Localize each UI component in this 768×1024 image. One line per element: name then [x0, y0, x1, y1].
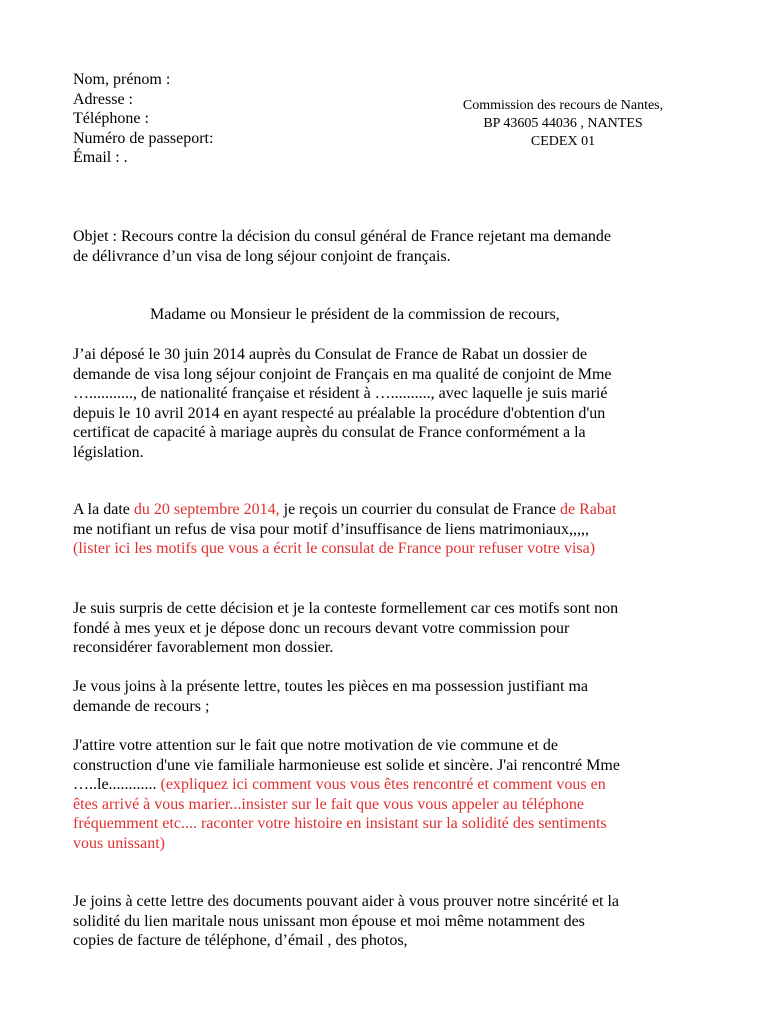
paragraph-line: J'attire votre attention sur le fait que notre motivation de vie commune et de: [73, 737, 558, 754]
recipient-line-3: CEDEX 01: [530, 134, 596, 149]
sender-passport-label: Numéro de passeport:: [73, 129, 214, 147]
subject-block: [73, 227, 693, 266]
salutation-text: Madame ou Monsieur le président de la commission de recours,: [150, 306, 560, 323]
paragraph-documents: [73, 892, 693, 951]
paragraph-line: me notifiant un refus de visa pour motif d’insuffisance de liens matrimoniaux,,,,,: [73, 520, 590, 538]
paragraph-line: fondé à mes yeux et je dépose donc un recours devant votre commission pour: [73, 619, 570, 637]
paragraph-line: certificat de capacité à mariage auprès du consulat de France conformément a la: [73, 424, 586, 441]
text-run: A la date: [73, 501, 134, 518]
paragraph-attachments: [73, 677, 693, 716]
paragraph-line: [73, 500, 693, 520]
paragraph-line: [73, 775, 693, 795]
paragraph-line: Je joins à cette lettre des documents pouvant aider à vous prouver notre sincérité et la: [73, 893, 620, 910]
instruction-note: (lister ici les motifs que vous a écrit le consulat de France pour refuser votre visa): [73, 540, 596, 557]
paragraph-line: demande de recours ;: [73, 697, 210, 715]
paragraph-line: solidité du lien maritale nous unissant mon épouse et moi même notamment des: [73, 912, 585, 930]
sender-email-label: Émail : .: [73, 149, 128, 167]
paragraph-line: législation.: [73, 443, 144, 461]
paragraph-line: Je suis surpris de cette décision et je la conteste formellement car ces motifs sont non: [73, 600, 619, 617]
paragraph-line: …..........., de nationalité française et résident à ….........., avec laquelle je suis marié: [73, 385, 608, 402]
sender-block: [73, 70, 403, 168]
paragraph-line: demande de visa long séjour conjoint de Français en ma qualité de conjoint de Mme: [73, 365, 612, 383]
paragraph-refusal: [73, 500, 693, 559]
recipient-block: [444, 97, 682, 151]
highlighted-city: de Rabat: [559, 501, 617, 518]
salutation: [150, 305, 670, 325]
recipient-line-1: Commission des recours de Nantes,: [462, 98, 664, 113]
paragraph-line: Je vous joins à la présente lettre, toutes les pièces en ma possession justifiant ma: [73, 678, 588, 695]
subject-line-1: Objet : Recours contre la décision du consul général de France rejetant ma demande: [73, 228, 612, 245]
subject-line-2: de délivrance d’un visa de long séjour conjoint de français.: [73, 247, 451, 265]
instruction-note: vous unissant): [73, 834, 165, 852]
paragraph-line: construction d'une vie familiale harmonieuse est solide et sincère. J'ai rencontré Mme: [73, 756, 620, 774]
instruction-note: êtes arrivé à vous marier...insister sur le fait que vous vous appeler au téléphone: [73, 795, 584, 813]
sender-name-label: Nom, prénom :: [73, 71, 171, 88]
instruction-note: fréquemment etc.... raconter votre histoire en insistant sur la solidité des sentiments: [73, 815, 607, 832]
sender-phone-label: Téléphone :: [73, 110, 149, 128]
paragraph-line: J’ai déposé le 30 juin 2014 auprès du Consulat de France de Rabat un dossier de: [73, 346, 588, 363]
highlighted-date: du 20 septembre 2014,: [133, 501, 280, 518]
paragraph-line: depuis le 10 avril 2014 en ayant respecté au préalable la procédure d'obtention d'un: [73, 404, 606, 422]
recipient-line-2: BP 43605 44036 , NANTES: [483, 116, 643, 131]
text-run: …..le............: [73, 776, 161, 793]
paragraph-contest: [73, 599, 693, 658]
paragraph-line: copies de facture de téléphone, d’émail , des photos,: [73, 932, 408, 949]
sender-address-label: Adresse :: [73, 90, 133, 108]
paragraph-motivation: [73, 736, 693, 853]
paragraph-deposit: [73, 345, 693, 462]
text-run: je reçois un courrier du consulat de France: [279, 501, 560, 518]
paragraph-line: reconsidérer favorablement mon dossier.: [73, 639, 334, 656]
instruction-note: (expliquez ici comment vous vous êtes rencontré et comment vous en: [160, 776, 606, 793]
